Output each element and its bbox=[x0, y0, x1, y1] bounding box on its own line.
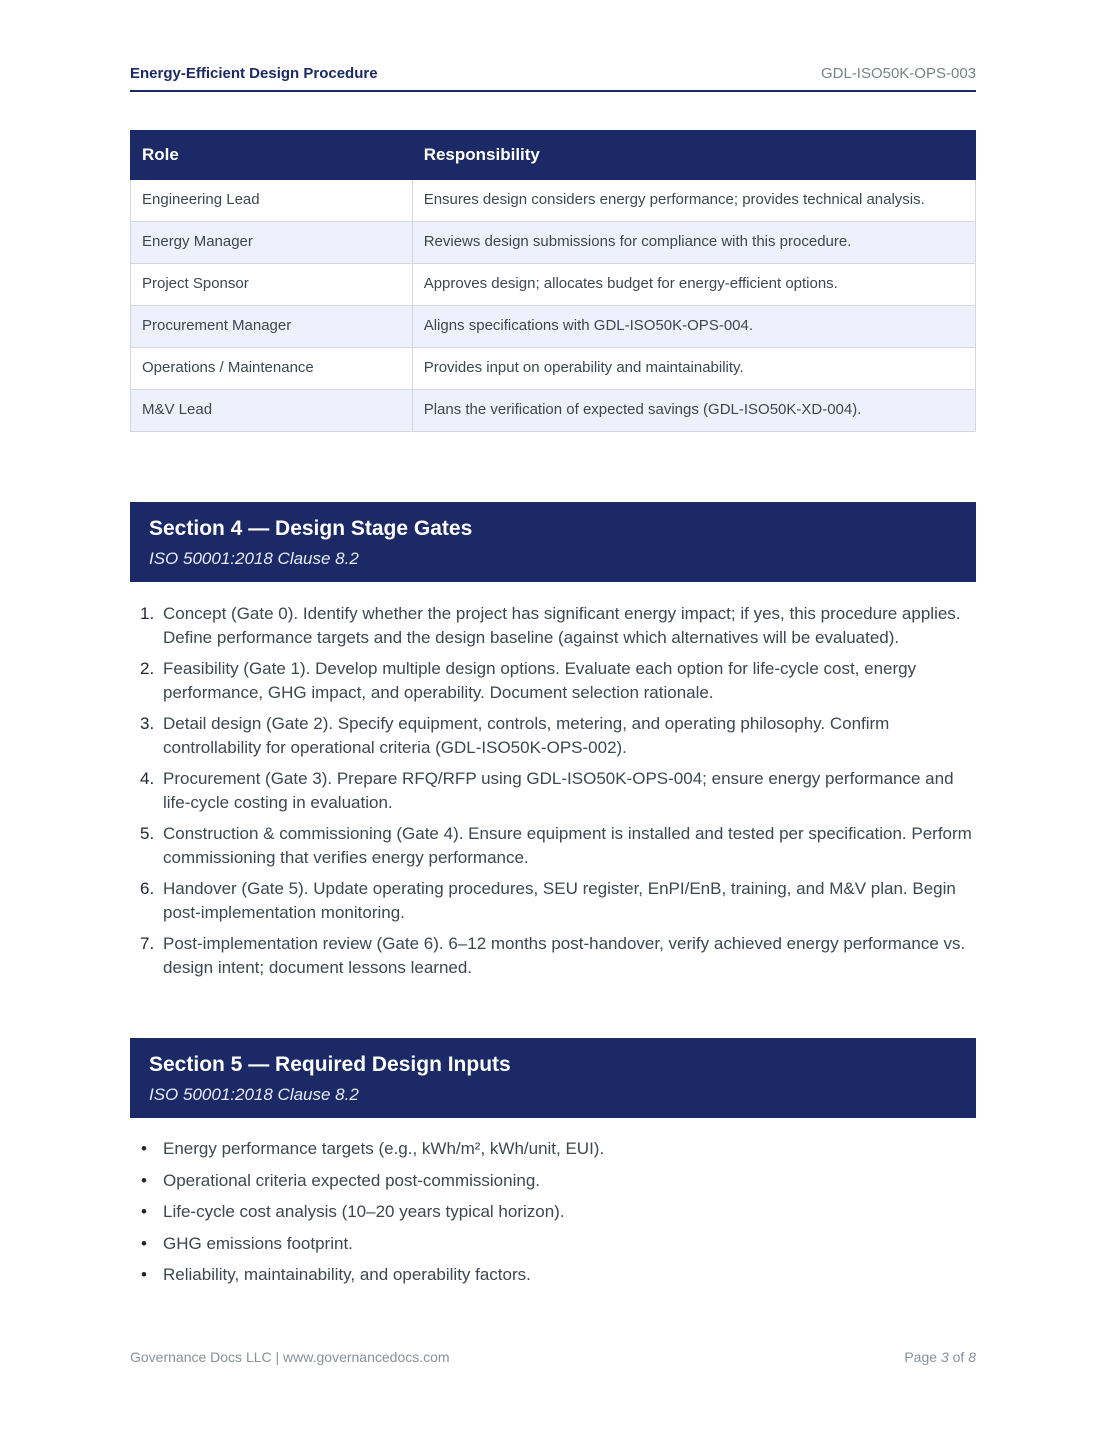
table-header-row bbox=[131, 131, 976, 180]
list-item-text: Detail design (Gate 2). Specify equipment, controls, metering, and operating philosophy. Confirm controllability for operational criteria (GDL-ISO50K-OPS-002). bbox=[163, 714, 890, 757]
responsibility-cell: Plans the verification of expected savings (GDL-ISO50K-XD-004). bbox=[412, 390, 975, 432]
responsibility-cell: Provides input on operability and maintainability. bbox=[412, 348, 975, 390]
list-item-text: Operational criteria expected post-commissioning. bbox=[163, 1170, 541, 1190]
list-item-text: Reliability, maintainability, and operability factors. bbox=[163, 1265, 531, 1284]
bullet-icon: • bbox=[141, 1233, 147, 1253]
table-row bbox=[131, 390, 976, 432]
list-number: 3. bbox=[140, 714, 155, 733]
document-title: Energy-Efficient Design Procedure bbox=[130, 65, 378, 82]
list-item bbox=[140, 767, 976, 815]
list-item bbox=[140, 712, 976, 760]
section-4-clause: ISO 50001:2018 Clause 8.2 bbox=[149, 549, 359, 568]
table-row bbox=[131, 264, 976, 306]
table-row bbox=[131, 222, 976, 264]
table-row bbox=[131, 348, 976, 390]
list-item-text: Construction & commissioning (Gate 4). Ensure equipment is installed and tested per specification. Perform commissioning that verifies energy performance. bbox=[163, 824, 972, 867]
list-number: 6. bbox=[140, 879, 155, 898]
required-design-inputs-list bbox=[130, 1137, 976, 1295]
bullet-icon: • bbox=[141, 1139, 147, 1158]
list-item-text: Procurement (Gate 3). Prepare RFQ/RFP using GDL-ISO50K-OPS-004; ensure energy performance and life-cycle costing in evaluation. bbox=[163, 769, 954, 812]
list-item bbox=[140, 657, 976, 705]
table-row bbox=[131, 180, 976, 222]
responsibility-cell: Reviews design submissions for compliance with this procedure. bbox=[412, 222, 975, 264]
document-code: GDL-ISO50K-OPS-003 bbox=[820, 65, 976, 82]
role-cell: Operations / Maintenance bbox=[131, 348, 413, 390]
list-item bbox=[140, 877, 976, 925]
roles-table bbox=[130, 130, 976, 432]
role-cell: Engineering Lead bbox=[131, 180, 413, 222]
page-of: of bbox=[952, 1349, 965, 1365]
bullet-icon: • bbox=[141, 1170, 147, 1190]
list-number: 1. bbox=[140, 604, 155, 623]
list-item bbox=[141, 1232, 976, 1256]
list-item-text: Energy performance targets (e.g., kWh/m², kWh/unit, EUI). bbox=[163, 1139, 605, 1158]
list-number: 7. bbox=[140, 934, 155, 953]
page-label: Page bbox=[904, 1349, 938, 1365]
column-header-role: Role bbox=[131, 131, 413, 180]
list-item bbox=[141, 1169, 976, 1193]
list-item bbox=[140, 822, 976, 870]
page-header bbox=[130, 62, 976, 92]
footer-company: Governance Docs LLC | www.governancedocs.com bbox=[130, 1349, 450, 1365]
responsibility-cell: Ensures design considers energy performance; provides technical analysis. bbox=[412, 180, 975, 222]
role-cell: Energy Manager bbox=[131, 222, 413, 264]
section-5-title: Section 5 — Required Design Inputs bbox=[149, 1053, 511, 1076]
page-current: 3 bbox=[940, 1349, 949, 1365]
list-number: 4. bbox=[140, 769, 155, 788]
role-cell: Project Sponsor bbox=[131, 264, 413, 306]
list-item-text: Life-cycle cost analysis (10–20 years typical horizon). bbox=[163, 1202, 565, 1221]
column-header-responsibility: Responsibility bbox=[412, 131, 975, 180]
list-item bbox=[141, 1137, 976, 1161]
list-item-text: Post-implementation review (Gate 6). 6–12 months post-handover, verify achieved energy performance vs. design intent; document lessons learned. bbox=[163, 934, 966, 977]
section-4-banner bbox=[130, 502, 976, 582]
bullet-icon: • bbox=[141, 1202, 147, 1221]
responsibility-cell: Aligns specifications with GDL-ISO50K-OPS-004. bbox=[412, 306, 975, 348]
list-item-text: GHG emissions footprint. bbox=[163, 1233, 353, 1253]
section-4-title: Section 4 — Design Stage Gates bbox=[149, 517, 473, 540]
table-row bbox=[131, 306, 976, 348]
role-cell: M&V Lead bbox=[131, 390, 413, 432]
list-item bbox=[140, 602, 976, 650]
section-5-clause: ISO 50001:2018 Clause 8.2 bbox=[149, 1085, 359, 1104]
page-total: 8 bbox=[968, 1349, 976, 1365]
list-item-text: Concept (Gate 0). Identify whether the project has significant energy impact; if yes, this procedure applies. Define performance targets and the design baseline (against which alternatives will be evaluated). bbox=[163, 604, 961, 647]
section-5-banner bbox=[130, 1038, 976, 1118]
list-item bbox=[141, 1200, 976, 1224]
design-stage-gates-list bbox=[130, 602, 976, 987]
footer-page-number bbox=[904, 1349, 976, 1365]
responsibility-cell: Approves design; allocates budget for energy-efficient options. bbox=[412, 264, 975, 306]
list-item-text: Feasibility (Gate 1). Develop multiple design options. Evaluate each option for life-cycle cost, energy performance, GHG impact, and operability. Document selection rationale. bbox=[163, 659, 917, 702]
bullet-icon: • bbox=[141, 1265, 147, 1284]
role-cell: Procurement Manager bbox=[131, 306, 413, 348]
list-item bbox=[141, 1263, 976, 1287]
list-item bbox=[140, 932, 976, 980]
list-number: 2. bbox=[140, 659, 155, 678]
list-item-text: Handover (Gate 5). Update operating procedures, SEU register, EnPI/EnB, training, and M&V plan. Begin post-implementation monitoring. bbox=[163, 879, 956, 922]
list-number: 5. bbox=[140, 824, 155, 843]
